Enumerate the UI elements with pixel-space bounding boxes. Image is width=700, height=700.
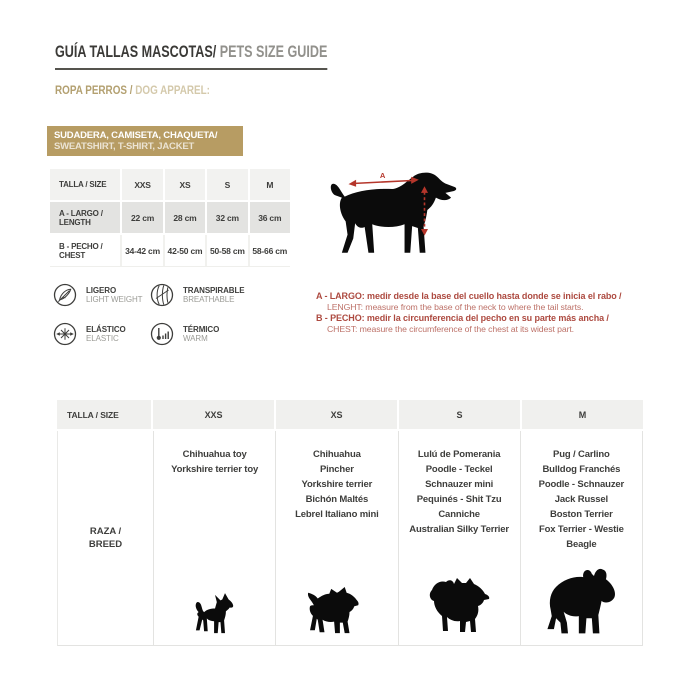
breed-list-xxs	[171, 447, 258, 477]
feature-name-en: WARM	[183, 334, 208, 343]
title-spanish: GUÍA TALLAS MASCOTAS/	[55, 42, 217, 61]
size-table-header-label: TALLA / SIZE	[50, 169, 122, 200]
breed-item: Bichón Maltés	[305, 494, 369, 505]
pomeranian-silhouette	[424, 576, 494, 638]
chest-value: 42-50 cm	[165, 235, 207, 266]
feature-name-en: BREATHABLE	[183, 295, 235, 304]
breed-item: Pug / Carlino	[553, 449, 610, 460]
category-badge	[47, 126, 243, 156]
breed-item: Schnauzer mini	[425, 479, 494, 490]
length-value: 22 cm	[122, 202, 164, 233]
breed-table-header-row	[57, 400, 643, 429]
feature-labels	[86, 325, 126, 344]
breed-item: Canniche	[438, 509, 480, 520]
breed-item: Pincher	[319, 464, 354, 475]
feature-labels	[183, 286, 244, 305]
breed-col-header-xxs: XXS	[153, 400, 276, 429]
breed-table	[57, 400, 643, 646]
size-col-header: M	[266, 179, 274, 190]
length-value: 28 cm	[165, 202, 207, 233]
feature-elastic	[53, 322, 126, 346]
category-badge-spanish: SUDADERA, CAMISETA, CHAQUETA/	[54, 130, 218, 141]
breed-cell-xs	[276, 431, 398, 645]
size-col-header: XXS	[122, 169, 164, 200]
page-title-text	[55, 42, 327, 70]
labrador-silhouette	[331, 173, 456, 253]
breed-cell-m	[521, 431, 643, 645]
length-value: 32 cm	[207, 202, 249, 233]
thermometer-icon	[150, 322, 174, 346]
page-title	[55, 42, 423, 70]
size-table-chest-row	[50, 235, 290, 267]
breed-row-label-cell	[58, 431, 154, 645]
longhair-chihuahua-silhouette	[306, 586, 368, 638]
breed-col-header-xs: XS	[276, 400, 399, 429]
breed-item: Bulldog Franchés	[542, 464, 621, 475]
chest-value: 50-58 cm	[207, 235, 249, 266]
breed-item: Poodle - Teckel	[425, 464, 493, 475]
breed-row-label: RAZA / BREED	[88, 526, 123, 550]
breed-list-xs	[295, 447, 379, 522]
breed-table-body	[57, 431, 643, 646]
note-a-spanish: A - LARGO: medir desde la base del cuello hasta donde se inicia el rabo /	[316, 291, 622, 301]
breathable-icon	[150, 283, 174, 307]
breed-item: Fox Terrier - Westie	[538, 524, 624, 535]
size-table-header-row	[50, 169, 290, 202]
breed-col-header-s: S	[399, 400, 522, 429]
breed-table-header-label: TALLA / SIZE	[57, 400, 153, 429]
breed-list-m	[539, 447, 624, 552]
breed-item: Poodle - Schnauzer	[538, 479, 625, 490]
breed-item: Boston Terrier	[550, 509, 613, 520]
breed-item: Jack Russel	[554, 494, 609, 505]
breed-item: Yorkshire terrier toy	[171, 464, 259, 475]
subtitle-spanish: ROPA PERROS /	[55, 85, 133, 97]
breed-col-header-m: M	[578, 409, 587, 420]
breed-item: Yorkshire terrier	[301, 479, 373, 490]
breed-cell-xxs	[154, 431, 276, 645]
breed-item: Lebrel Italiano mini	[295, 509, 379, 520]
size-table	[50, 169, 290, 267]
breed-item: Chihuahua toy	[182, 449, 247, 460]
feature-labels	[86, 286, 142, 305]
french-bulldog-silhouette	[542, 566, 620, 638]
breed-cell-s	[399, 431, 521, 645]
category-badge-english: SWEATSHIRT, T-SHIRT, JACKET	[54, 141, 195, 152]
size-table-length-row	[50, 202, 290, 235]
measure-a-label: A	[379, 171, 386, 181]
chihuahua-silhouette	[195, 590, 235, 638]
title-english: PETS SIZE GUIDE	[216, 42, 328, 61]
subtitle-english: DOG APPAREL:	[132, 85, 210, 97]
feather-icon	[53, 283, 77, 307]
chest-row-label: B - PECHO / CHEST	[50, 235, 122, 266]
measurement-notes	[316, 291, 661, 335]
section-subtitle	[55, 81, 235, 99]
feature-lightweight	[53, 283, 142, 307]
note-a-english: LENGHT: measure from the base of the neck to where the tail starts.	[327, 302, 584, 312]
size-col-header: S	[207, 169, 249, 200]
chest-value: 34-42 cm	[122, 235, 164, 266]
feature-labels	[183, 325, 219, 344]
breed-item: Chihuahua	[313, 449, 361, 460]
feature-name-es: TÉRMICO	[183, 324, 220, 334]
feature-name-en: LIGHT WEIGHT	[86, 295, 143, 304]
feature-breathable	[150, 283, 244, 307]
length-value: 36 cm	[258, 212, 282, 223]
feature-warm	[150, 322, 219, 346]
feature-name-es: TRANSPIRABLE	[183, 285, 245, 295]
feature-name-es: LIGERO	[86, 285, 117, 295]
note-b-english: CHEST: measure the circumference of the chest at its widest part.	[327, 324, 574, 334]
elastic-icon	[53, 322, 77, 346]
feature-name-es: ELÁSTICO	[86, 324, 126, 334]
length-row-label: A - LARGO / LENGTH	[50, 202, 122, 233]
breed-list-s	[409, 447, 509, 537]
breed-item: Beagle	[566, 539, 597, 550]
section-subtitle-text	[55, 85, 210, 97]
chest-value: 58-66 cm	[252, 245, 288, 256]
note-b-spanish: B - PECHO: medir la circunferencia del pecho en su parte más ancha /	[316, 313, 609, 323]
breed-item: Lulú de Pomerania	[417, 449, 501, 460]
breed-item: Pequinés - Shit Tzu	[416, 494, 502, 505]
size-col-header: XS	[165, 169, 207, 200]
feature-name-en: ELASTIC	[86, 334, 119, 343]
breed-item: Australian Silky Terrier	[409, 524, 509, 535]
dog-measurement-diagram	[320, 170, 472, 267]
